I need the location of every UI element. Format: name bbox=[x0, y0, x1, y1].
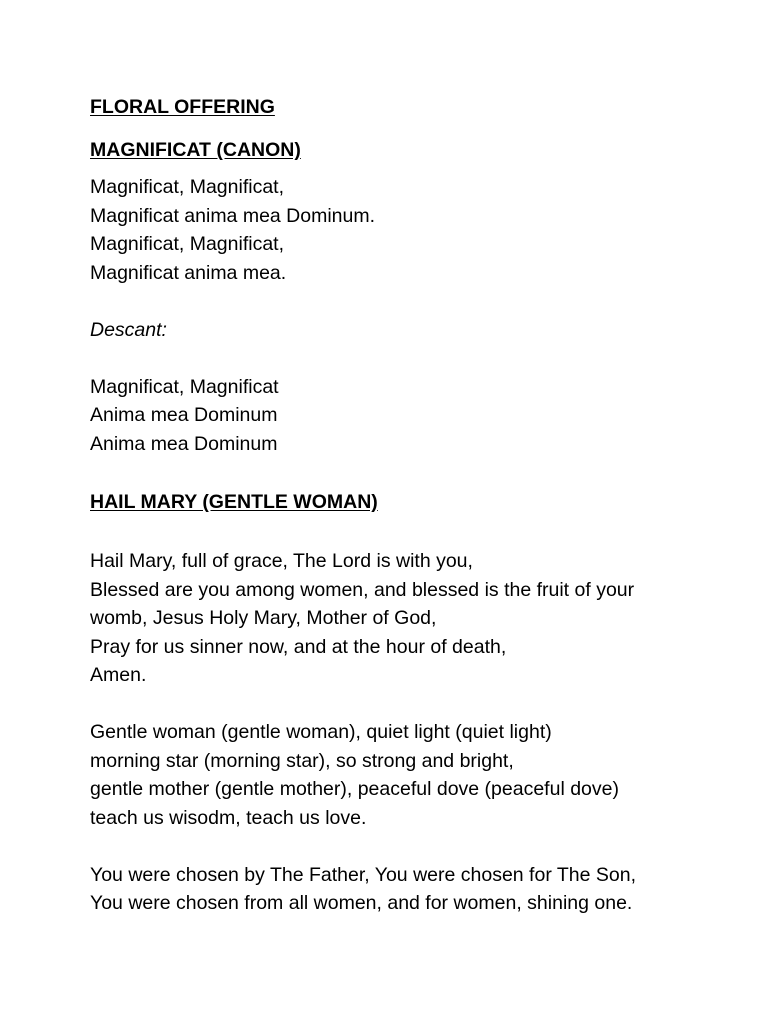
lyric-line: Hail Mary, full of grace, The Lord is with you, bbox=[90, 550, 473, 572]
stanza-descant-label bbox=[90, 316, 730, 345]
stanza-magnificat-descant bbox=[90, 373, 730, 459]
song-heading-magnificat: MAGNIFICAT (CANON) bbox=[90, 139, 301, 161]
lyric-line: teach us wisodm, teach us love. bbox=[90, 806, 367, 829]
document-title: FLORAL OFFERING bbox=[90, 96, 275, 118]
lyric-line: Amen. bbox=[90, 664, 147, 686]
lyric-line: Magnificat anima mea. bbox=[90, 261, 287, 284]
stanza-gentle-woman bbox=[90, 718, 730, 832]
lyric-line: You were chosen from all women, and for women, shining one. bbox=[90, 892, 633, 914]
song-heading-hail-mary: HAIL MARY (GENTLE WOMAN) bbox=[90, 491, 378, 513]
lyric-line: You were chosen by The Father, You were chosen for The Son, bbox=[90, 863, 637, 886]
lyric-line: morning star (morning star), so strong and bright, bbox=[90, 749, 514, 772]
stanza-chosen bbox=[90, 861, 730, 918]
lyric-line: Pray for us sinner now, and at the hour of death, bbox=[90, 635, 507, 658]
lyric-line: Magnificat, Magnificat, bbox=[90, 233, 285, 255]
lyric-line: Blessed are you among women, and blessed is the fruit of your bbox=[90, 578, 635, 601]
lyric-line: gentle mother (gentle mother), peaceful dove (peaceful dove) bbox=[90, 778, 619, 800]
lyric-line: Gentle woman (gentle woman), quiet light (quiet light) bbox=[90, 721, 552, 743]
lyric-line: Magnificat anima mea Dominum. bbox=[90, 204, 376, 227]
stanza-magnificat-1 bbox=[90, 173, 730, 287]
stanza-hail-mary-1 bbox=[90, 547, 730, 690]
document-page bbox=[90, 93, 730, 918]
descant-label: Descant: bbox=[90, 318, 167, 341]
lyric-line: Anima mea Dominum bbox=[90, 404, 278, 426]
lyric-line: Magnificat, Magnificat, bbox=[90, 176, 285, 198]
lyric-line: Magnificat, Magnificat bbox=[90, 375, 279, 398]
lyric-line: Anima mea Dominum bbox=[90, 432, 278, 455]
lyric-line: womb, Jesus Holy Mary, Mother of God, bbox=[90, 607, 437, 629]
